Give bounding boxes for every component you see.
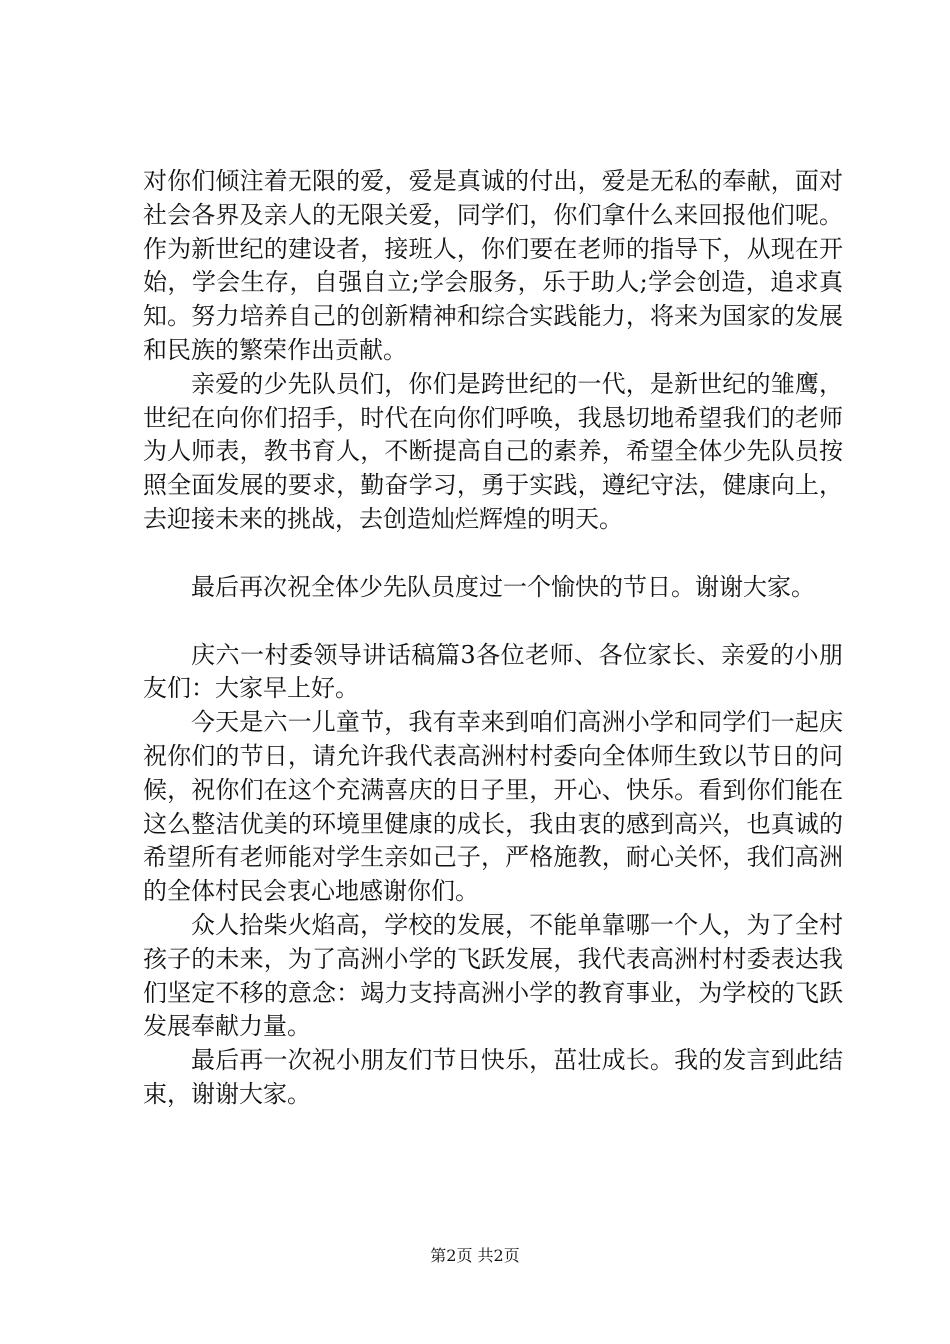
paragraph-6: 众人拾柴火焰高，学校的发展，不能单靠哪一个人，为了全村孩子的未来，为了高洲小学的飞跃发展，我代表高洲村村委表达我们坚定不移的意念：竭力支持高洲小学的教育事业，为学校的飞跃发展奉献力量。 [143,910,843,1041]
paragraph-2: 亲爱的少先队员们，你们是跨世纪的一代，是新世纪的雏鹰，世纪在向你们招手，时代在向你们呼唤，我恳切地希望我们的老师为人师表，教书育人，不断提高自己的素养，希望全体少先队员按照全面发展的要求，勤奋学习，勇于实践，遵纪守法，健康向上，去迎接未来的挑战，去创造灿烂辉煌的明天。 [143,369,843,533]
document-body [143,165,843,1112]
paragraph-7: 最后再一次祝小朋友们节日快乐，茁壮成长。我的发言到此结束，谢谢大家。 [143,1046,843,1108]
page-number-footer: 第2页 共2页 [430,1246,520,1265]
paragraph-3: 最后再次祝全体少先队员度过一个愉快的节日。谢谢大家。 [191,572,815,601]
paragraph-5: 今天是六一儿童节，我有幸来到咱们高洲小学和同学们一起庆祝你们的节日，请允许我代表高洲村村委向全体师生致以节日的问候，祝你们在这个充满喜庆的日子里，开心、快乐。看到你们能在这么整洁优美的环境里健康的成长，我由衷的感到高兴，也真诚的希望所有老师能对学生亲如己子，严格施教，耐心关怀，我们高洲的全体村民会衷心地感谢你们。 [143,708,843,906]
paragraph-1: 对你们倾注着无限的爱，爱是真诚的付出，爱是无私的奉献，面对社会各界及亲人的无限关爱，同学们，你们拿什么来回报他们呢。作为新世纪的建设者，接班人，你们要在老师的指导下，从现在开始，学会生存，自强自立;学会服务，乐于助人;学会创造，追求真知。努力培养自己的创新精神和综合实践能力，将来为国家的发展和民族的繁荣作出贡献。 [143,167,843,364]
section-heading-paragraph: 庆六一村委领导讲话稿篇3各位老师、各位家长、亲爱的小朋友们：大家早上好。 [143,640,843,703]
